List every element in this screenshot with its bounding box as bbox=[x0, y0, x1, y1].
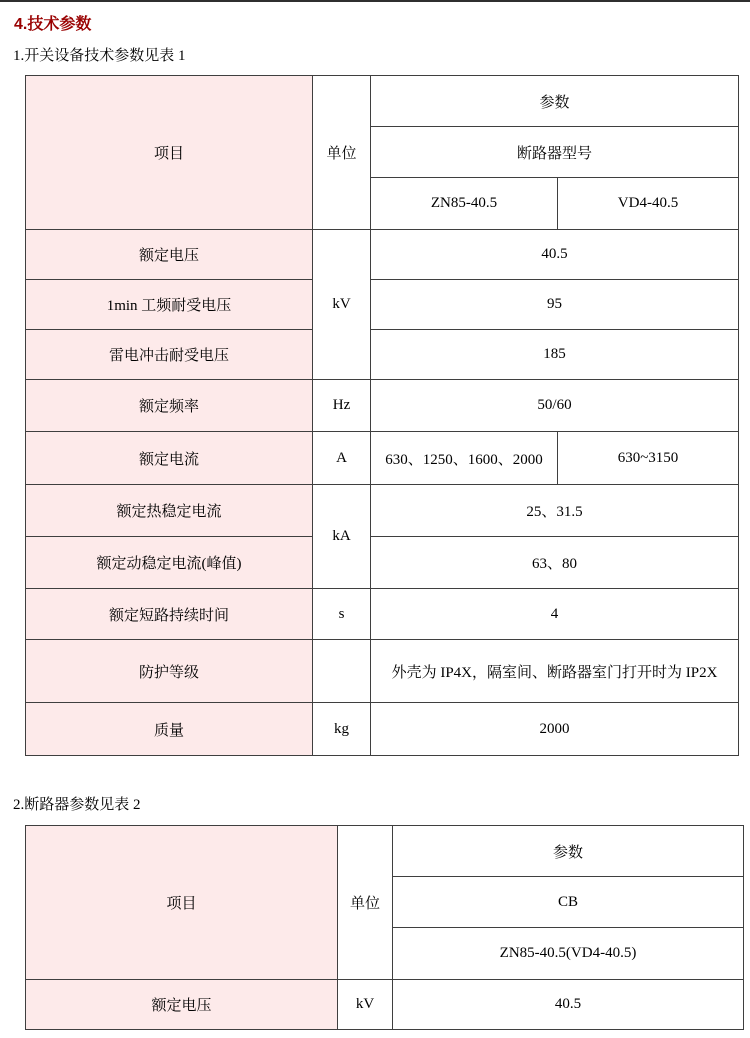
t1-row-label: 雷电冲击耐受电压 bbox=[26, 330, 313, 380]
t1-header-item-cell: 项目 bbox=[26, 76, 313, 230]
t1-row-value: 40.5 bbox=[371, 230, 739, 280]
t1-header-model-a-cell: ZN85-40.5 bbox=[371, 178, 558, 230]
t2-header-item-cell: 项目 bbox=[26, 826, 338, 980]
t1-row-value: 2000 bbox=[371, 703, 739, 756]
t1-row-value: 4 bbox=[371, 589, 739, 640]
t2-header-cb-cell: CB bbox=[393, 877, 744, 928]
t2-header-param-cell: 参数 bbox=[393, 826, 744, 877]
table-row bbox=[26, 380, 739, 432]
t1-row-unit: A bbox=[313, 432, 371, 485]
table-row bbox=[26, 230, 739, 280]
top-divider bbox=[0, 0, 750, 2]
switchgear-params-table bbox=[25, 75, 739, 756]
t1-row-label: 额定动稳定电流(峰值) bbox=[26, 537, 313, 589]
t1-row-label: 额定电流 bbox=[26, 432, 313, 485]
t1-row-value: 25、31.5 bbox=[371, 485, 739, 537]
table2-caption: 2.断路器参数见表 2 bbox=[13, 797, 141, 813]
t1-row-value: 63、80 bbox=[371, 537, 739, 589]
t1-header-model-b-cell: VD4-40.5 bbox=[558, 178, 739, 230]
t1-row-value: 50/60 bbox=[371, 380, 739, 432]
table-row bbox=[26, 826, 744, 877]
t1-row-label: 额定短路持续时间 bbox=[26, 589, 313, 640]
t1-row-unit: Hz bbox=[313, 380, 371, 432]
table-row bbox=[26, 589, 739, 640]
t1-row-unit: kg bbox=[313, 703, 371, 756]
t1-row-label: 额定热稳定电流 bbox=[26, 485, 313, 537]
t1-row-value: 外壳为 IP4X，隔室间、断路器室门打开时为 IP2X bbox=[371, 640, 739, 703]
t1-row-label: 额定电压 bbox=[26, 230, 313, 280]
t2-header-model-cell: ZN85-40.5(VD4-40.5) bbox=[393, 928, 744, 980]
t1-row-value: 95 bbox=[371, 280, 739, 330]
t1-row-unit: kV bbox=[313, 230, 371, 380]
t1-row-value: 185 bbox=[371, 330, 739, 380]
t1-header-unit-cell: 单位 bbox=[313, 76, 371, 230]
t1-row-label: 额定频率 bbox=[26, 380, 313, 432]
t1-row-label: 1min 工频耐受电压 bbox=[26, 280, 313, 330]
table-row bbox=[26, 537, 739, 589]
t1-header-param-cell: 参数 bbox=[371, 76, 739, 127]
table-row bbox=[26, 640, 739, 703]
t1-row-label: 防护等级 bbox=[26, 640, 313, 703]
table-row bbox=[26, 703, 739, 756]
section-heading: 4.技术参数 bbox=[14, 16, 92, 33]
table-row bbox=[26, 485, 739, 537]
t1-row-value-model-b: 630~3150 bbox=[558, 432, 739, 485]
table-row bbox=[26, 980, 744, 1030]
t1-row-unit bbox=[313, 640, 371, 703]
breaker-params-table bbox=[25, 825, 744, 1030]
t1-row-value-model-a: 630、1250、1600、2000 bbox=[371, 432, 558, 485]
t1-row-unit: kA bbox=[313, 485, 371, 589]
t2-row-value: 40.5 bbox=[393, 980, 744, 1030]
table-row bbox=[26, 76, 739, 127]
t2-row-unit: kV bbox=[338, 980, 393, 1030]
t2-row-label: 额定电压 bbox=[26, 980, 338, 1030]
table-row bbox=[26, 280, 739, 330]
t1-row-unit: s bbox=[313, 589, 371, 640]
t1-header-breaker-model-cell: 断路器型号 bbox=[371, 127, 739, 178]
table-row bbox=[26, 432, 739, 485]
t1-row-label: 质量 bbox=[26, 703, 313, 756]
table1-caption: 1.开关设备技术参数见表 1 bbox=[13, 48, 186, 64]
t2-header-unit-cell: 单位 bbox=[338, 826, 393, 980]
table-row bbox=[26, 330, 739, 380]
